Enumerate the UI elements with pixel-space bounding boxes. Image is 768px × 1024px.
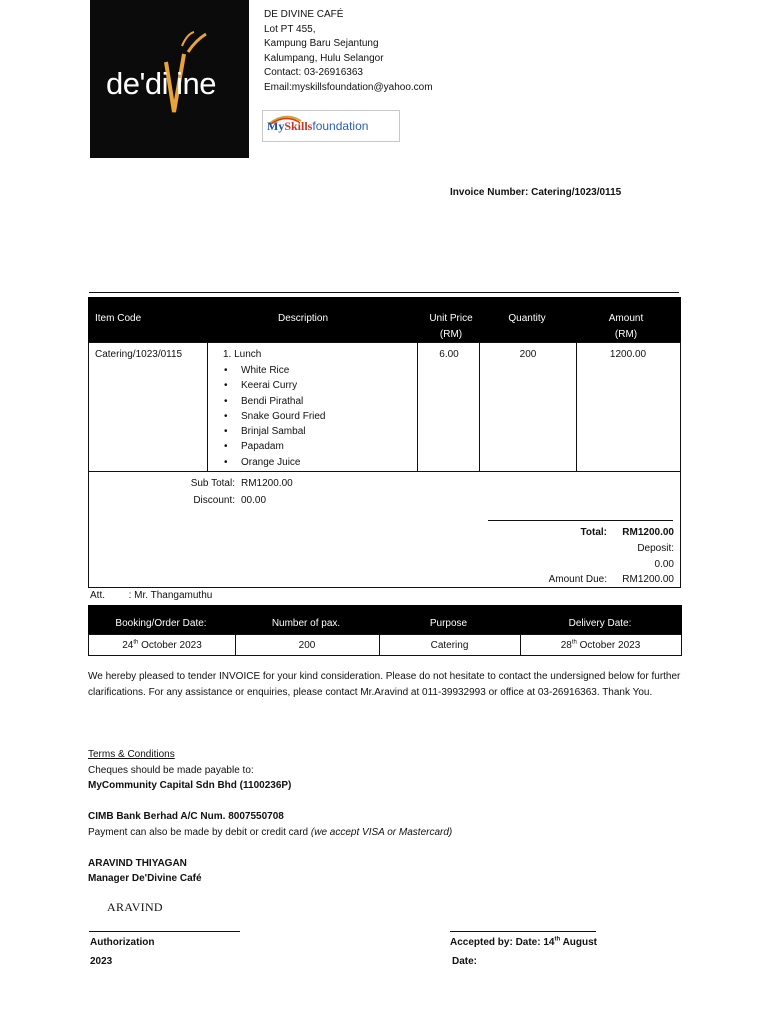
terms-section bbox=[88, 747, 452, 887]
discount-label: Discount: bbox=[193, 495, 235, 506]
menu-item: • Keerai Curry bbox=[222, 378, 326, 393]
summary-box bbox=[88, 471, 681, 588]
att-value: : Mr. Thangamuthu bbox=[128, 590, 213, 601]
booking-pax: 200 bbox=[298, 640, 316, 651]
invoice-number: Invoice Number: Catering/1023/0115 bbox=[450, 187, 622, 198]
att-label: Att. bbox=[90, 590, 106, 601]
terms-card: Payment can also be made by debit or credit card (we accept VISA or Mastercard) bbox=[88, 826, 453, 838]
menu-item: • Brinjal Sambal bbox=[222, 424, 326, 439]
menu-item: • Orange Juice bbox=[222, 455, 326, 470]
deposit-value: 0.00 bbox=[654, 559, 674, 570]
booking-purpose: Catering bbox=[430, 640, 469, 651]
partner-skills: Skills bbox=[284, 119, 313, 133]
deposit-label: Deposit: bbox=[637, 543, 674, 554]
menu-item: • Bendi Pirathal bbox=[222, 394, 326, 409]
booking-table-row bbox=[88, 634, 682, 656]
logo-text: de'di ine bbox=[106, 66, 217, 101]
amount-due-value: RM1200.00 bbox=[622, 574, 674, 585]
company-address-3: Kalumpang, Hulu Selangor bbox=[264, 52, 384, 64]
year-label: 2023 bbox=[90, 956, 113, 967]
amount-due-label: Amount Due: bbox=[548, 574, 607, 585]
header-item-code: Item Code bbox=[95, 313, 142, 324]
partner-foundation: foundation bbox=[312, 119, 369, 133]
items-table-row bbox=[88, 342, 681, 472]
subtotal-value: RM1200.00 bbox=[241, 478, 293, 489]
total-label: Total: bbox=[580, 527, 607, 538]
subtotal-label: Sub Total: bbox=[190, 478, 235, 489]
booking-table-header bbox=[88, 605, 682, 634]
header-description: Description bbox=[277, 313, 329, 324]
attention-line bbox=[90, 590, 212, 601]
partner-my: My bbox=[267, 119, 285, 133]
booking-delivery-date: 28th October 2023 bbox=[560, 639, 641, 651]
header-amount: Amount (RM) bbox=[608, 313, 644, 340]
company-contact: Contact: 03-26916363 bbox=[264, 67, 363, 78]
row-quantity: 200 bbox=[519, 349, 537, 360]
company-logo bbox=[90, 0, 249, 158]
date-label: Date: bbox=[452, 956, 478, 967]
menu-item: • White Rice bbox=[222, 363, 326, 378]
menu-item: • Snake Gourd Fried bbox=[222, 409, 326, 424]
company-address-2: Kampung Baru Sejantung bbox=[264, 38, 379, 49]
authorization-label: Authorization bbox=[90, 937, 155, 948]
divider bbox=[89, 292, 679, 293]
row-unit-price: 6.00 bbox=[439, 349, 459, 360]
company-address-1: Lot PT 455, bbox=[264, 23, 316, 35]
terms-title: Terms & Conditions bbox=[88, 749, 175, 760]
header-quantity: Quantity bbox=[508, 313, 546, 324]
terms-payee: MyCommunity Capital Sdn Bhd (1100236P) bbox=[88, 780, 292, 791]
booking-header-delivery: Delivery Date: bbox=[568, 618, 632, 629]
row-amount: 1200.00 bbox=[609, 349, 647, 360]
terms-cheques: Cheques should be made payable to: bbox=[88, 764, 254, 776]
company-email: Email:myskillsfoundation@yahoo.com bbox=[264, 81, 433, 93]
myskills-foundation-logo bbox=[262, 110, 400, 142]
discount-value: 00.00 bbox=[241, 495, 267, 506]
invoice-message: We hereby pleased to tender INVOICE for your kind consideration. Please do not hesitate to contact the undersigned below for further clarifications. For any assistance or enquiries, please contact Mr.Aravind at 011-39932993 or office at 03-26916363. Thank You. bbox=[88, 671, 681, 698]
header-unit-price: Unit Price (RM) bbox=[429, 313, 473, 340]
terms-bank: CIMB Bank Berhad A/C Num. 8007550708 bbox=[88, 811, 284, 822]
menu-item-list bbox=[222, 363, 326, 470]
menu-item: • Papadam bbox=[222, 439, 326, 454]
row-title: 1. Lunch bbox=[223, 349, 262, 360]
signature-line-right bbox=[450, 931, 596, 932]
signer-title: Manager De'Divine Café bbox=[88, 873, 202, 884]
company-name: DE DIVINE CAFÉ bbox=[264, 9, 344, 20]
total-value: RM1200.00 bbox=[622, 527, 674, 538]
row-item-code: Catering/1023/0115 bbox=[95, 349, 183, 360]
accepted-by-label: Accepted by: Date: 14th August bbox=[450, 936, 598, 948]
booking-header-order-date: Booking/Order Date: bbox=[115, 618, 207, 629]
handwritten-signature: ARAVIND bbox=[107, 900, 163, 914]
items-table-header bbox=[88, 297, 681, 342]
booking-order-date: 24th October 2023 bbox=[122, 639, 202, 651]
total-rule bbox=[488, 520, 673, 521]
signature-line-left bbox=[89, 931, 240, 932]
company-info bbox=[264, 8, 433, 95]
booking-header-purpose: Purpose bbox=[429, 618, 468, 629]
signer-name: ARAVIND THIYAGAN bbox=[88, 857, 187, 869]
booking-header-pax: Number of pax. bbox=[271, 618, 341, 629]
